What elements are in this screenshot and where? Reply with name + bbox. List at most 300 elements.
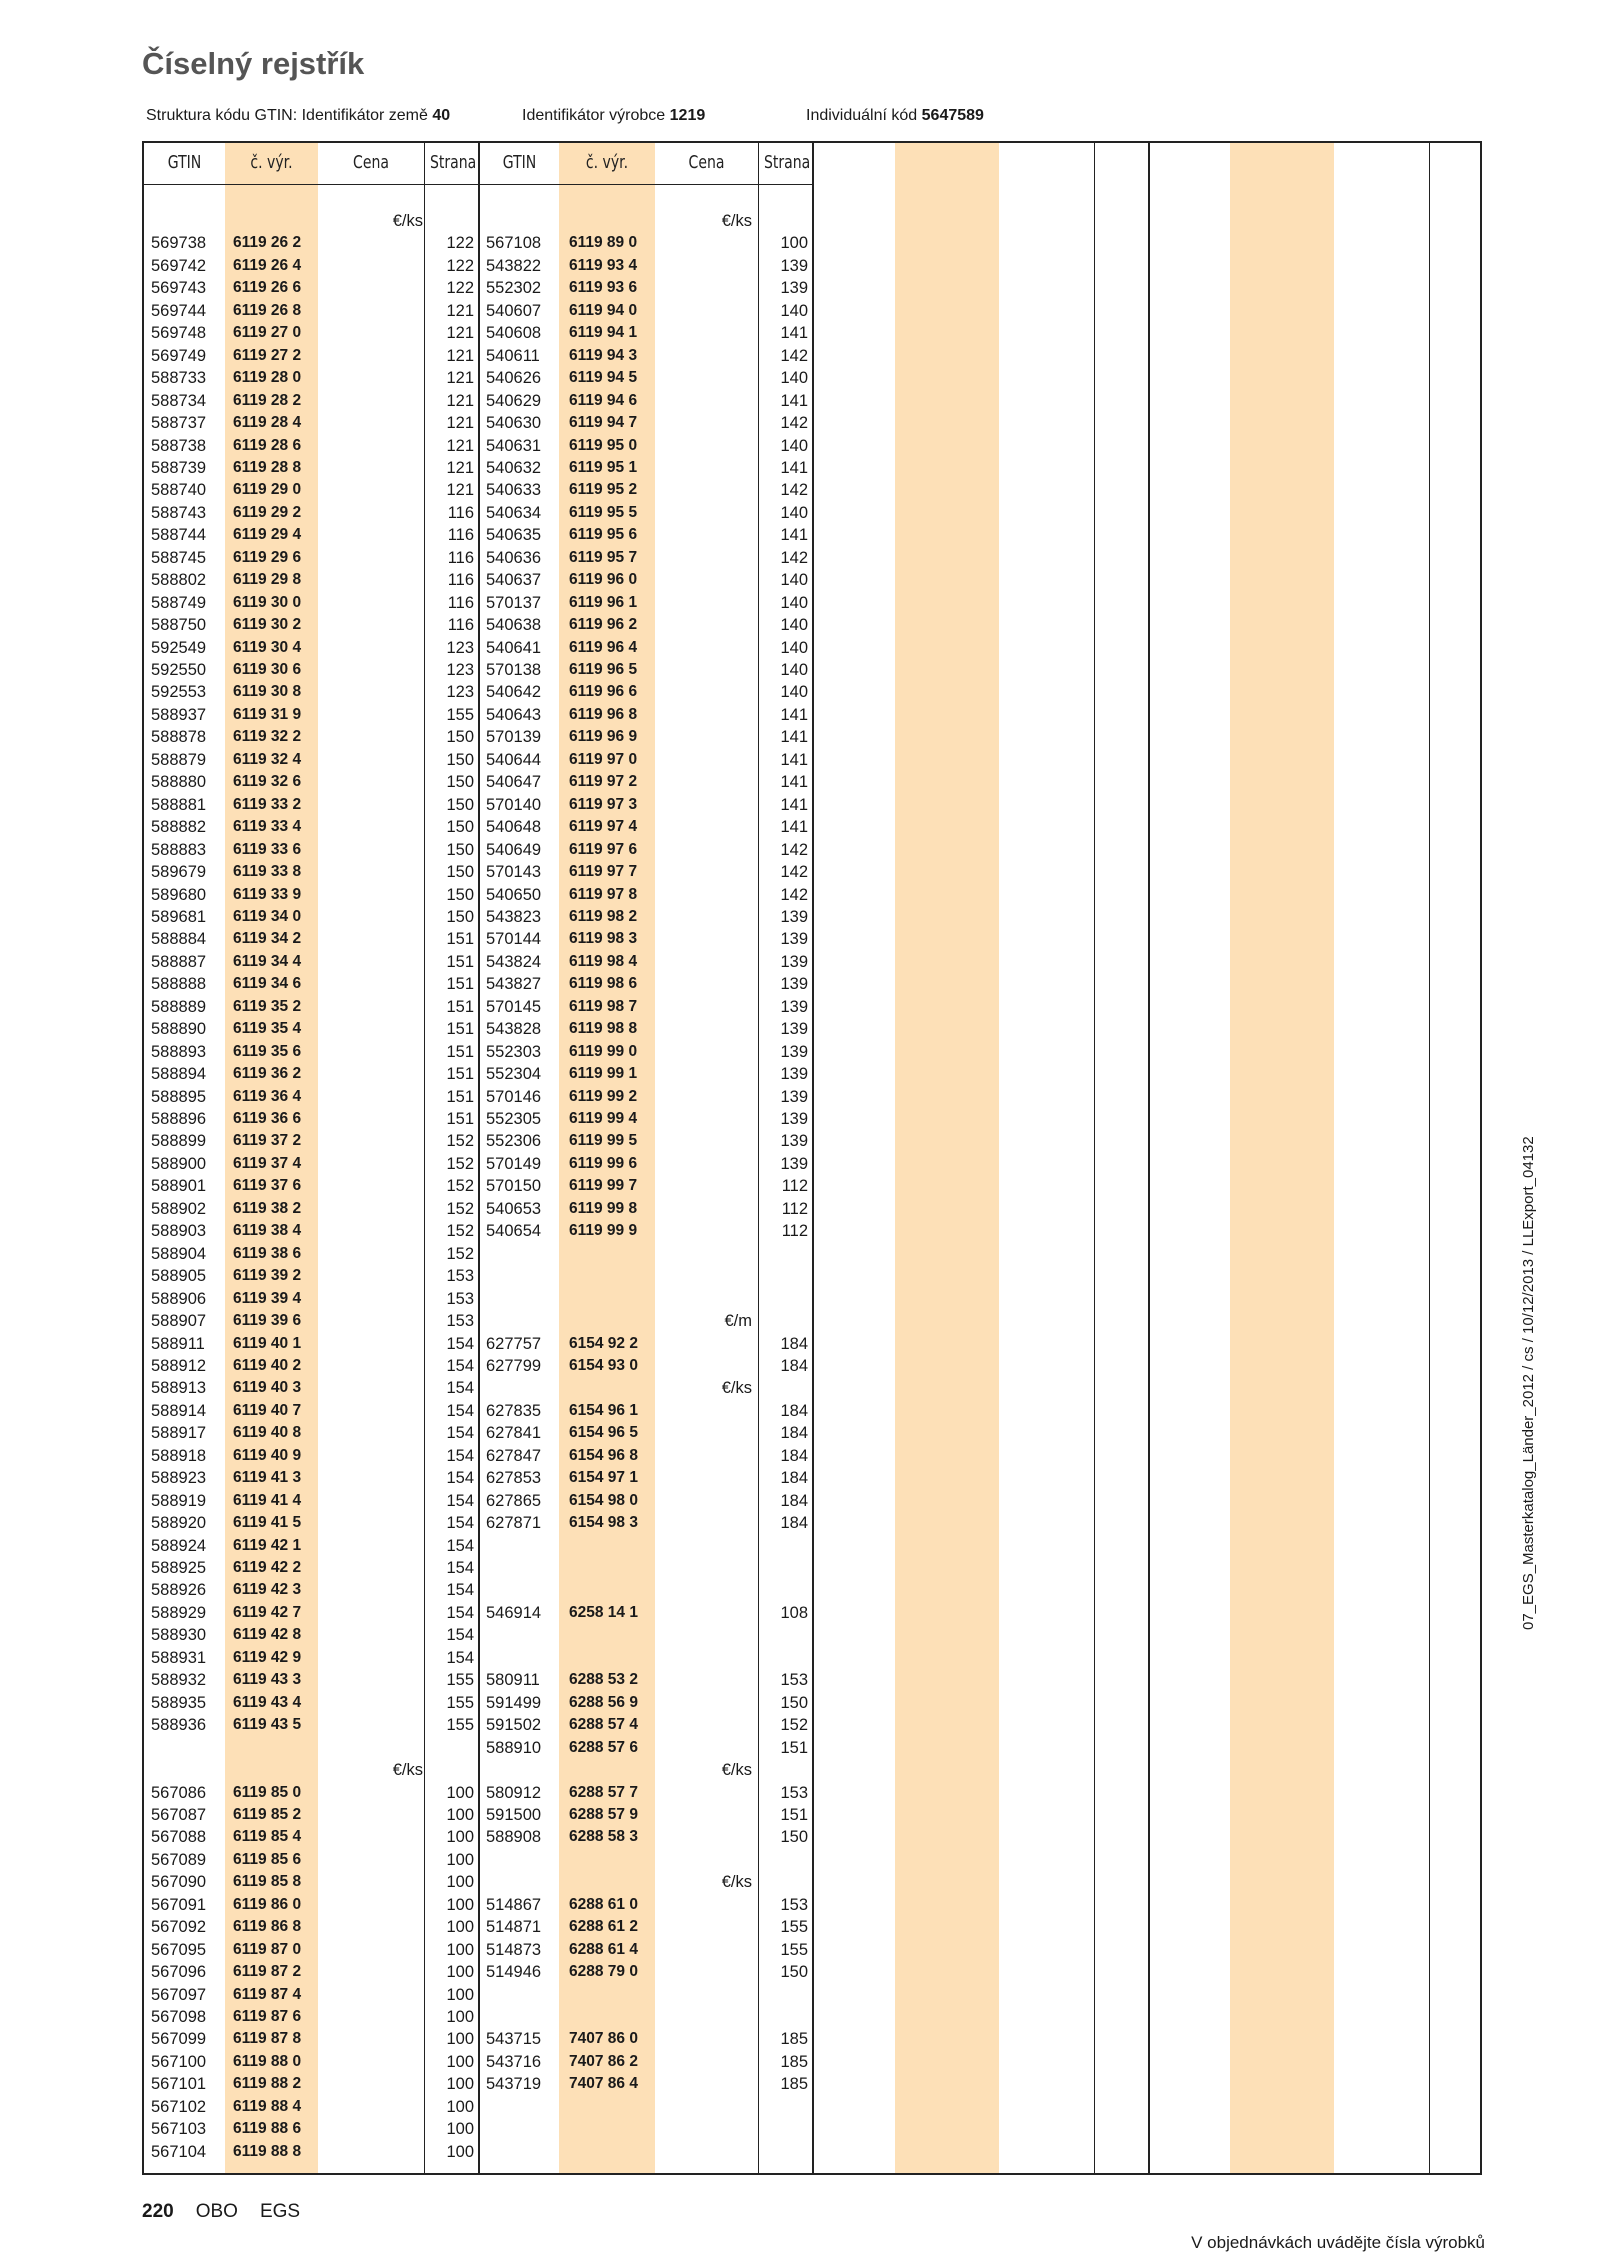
- product-number-cell: 6119 38 6: [233, 1244, 302, 1262]
- gtin-cell: 588935: [151, 1693, 207, 1712]
- page-ref-cell: 141: [780, 458, 808, 477]
- page-ref-cell: 155: [446, 1671, 474, 1690]
- page-ref-cell: 141: [780, 705, 808, 724]
- page-ref-cell: 100: [446, 2008, 474, 2026]
- page-ref-cell: 154: [446, 1469, 474, 1488]
- product-number-cell: 6288 61 2: [569, 1918, 638, 1936]
- product-number-cell: 6119 39 6: [233, 1312, 302, 1330]
- product-number-cell: 6119 34 2: [233, 930, 302, 948]
- price-unit: €/ks: [392, 212, 423, 230]
- product-number-cell: 6119 42 8: [233, 1626, 302, 1644]
- page-ref-cell: 139: [780, 1065, 808, 1084]
- product-number-cell: 6119 96 4: [569, 638, 638, 656]
- gtin-cell: 570144: [486, 930, 542, 949]
- page-ref-cell: 153: [780, 1783, 808, 1802]
- gtin-cell: 588923: [151, 1469, 207, 1488]
- product-number-cell: 6119 28 4: [233, 414, 302, 432]
- page-ref-cell: 153: [780, 1895, 808, 1914]
- page-title: Číselný rejstřík: [142, 46, 365, 81]
- gtin-cell: 540634: [486, 503, 542, 522]
- page-ref-cell: 154: [446, 1401, 474, 1420]
- page-ref-cell: 139: [780, 1087, 808, 1106]
- product-number-cell: 6119 29 8: [233, 571, 302, 589]
- product-number-cell: 6119 86 0: [233, 1895, 302, 1913]
- product-number-cell: 6119 93 4: [569, 256, 638, 274]
- page-ref-cell: 122: [446, 256, 474, 275]
- product-number-cell: 6119 33 9: [233, 885, 302, 903]
- page-ref-cell: 139: [780, 997, 808, 1016]
- page-ref-cell: 112: [781, 1199, 808, 1218]
- product-number-cell: 6119 41 5: [233, 1514, 302, 1532]
- page-ref-cell: 142: [780, 863, 808, 882]
- gtin-cell: 588745: [151, 548, 207, 567]
- gtin-cell: 514871: [486, 1918, 542, 1937]
- gtin-cell: 588937: [151, 705, 207, 724]
- page-ref-cell: 100: [446, 1873, 474, 1892]
- page-ref-cell: 139: [780, 1020, 808, 1039]
- gtin-cell: 588936: [151, 1716, 207, 1735]
- gtin-cell: 552304: [486, 1065, 542, 1084]
- product-number-cell: 6154 98 3: [569, 1514, 638, 1532]
- product-number-cell: 6119 33 2: [233, 795, 302, 813]
- footer-note: V objednávkách uvádějte čísla výrobků: [1191, 2233, 1485, 2252]
- gtin-cell: 543715: [486, 2030, 542, 2049]
- individual-label: Individuální kód: [806, 107, 918, 124]
- page-ref-cell: 150: [780, 1963, 808, 1982]
- page-ref-cell: 141: [780, 391, 808, 410]
- product-number-cell: 6119 26 6: [233, 279, 302, 297]
- product-number-cell: 6119 42 3: [233, 1581, 302, 1599]
- product-number-cell: 6119 30 0: [233, 593, 302, 611]
- product-number-cell: 6119 95 2: [569, 481, 638, 499]
- page-ref-cell: 155: [780, 1918, 808, 1937]
- gtin-cell: 567102: [151, 2097, 207, 2116]
- product-number-cell: 6119 29 4: [233, 526, 302, 544]
- gtin-cell: 570149: [486, 1154, 542, 1173]
- gtin-cell: 543824: [486, 952, 542, 971]
- manufacturer-label: Identifikátor výrobce: [522, 107, 666, 124]
- page-ref-cell: 151: [446, 997, 474, 1016]
- gtin-cell: 540654: [486, 1222, 542, 1241]
- product-number-cell: 6288 61 0: [569, 1895, 638, 1913]
- gtin-cell: 588744: [151, 526, 207, 545]
- product-number-cell: 6288 53 2: [569, 1671, 638, 1689]
- page-ref-cell: 153: [780, 1671, 808, 1690]
- page-ref-cell: 100: [780, 234, 808, 253]
- product-number-cell: 6119 88 6: [233, 2120, 302, 2138]
- page-ref-cell: 184: [780, 1446, 808, 1465]
- product-number-cell: 6119 36 2: [233, 1065, 302, 1083]
- product-number-cell: 6119 43 5: [233, 1716, 302, 1734]
- product-number-cell: 6119 33 6: [233, 840, 302, 858]
- product-number-cell: 6119 39 4: [233, 1289, 302, 1307]
- gtin-cell: 588901: [151, 1177, 207, 1196]
- price-unit: €/ks: [721, 212, 752, 230]
- page-ref-cell: 141: [780, 773, 808, 792]
- product-number-cell: 6119 98 4: [569, 952, 638, 970]
- price-unit: €/m: [724, 1312, 752, 1331]
- product-number-cell: 6119 96 0: [569, 571, 638, 589]
- product-number-cell: 6119 87 4: [233, 1985, 302, 2003]
- page-ref-cell: 151: [780, 1805, 808, 1824]
- gtin-cell: 540642: [486, 683, 542, 702]
- product-number-cell: 6119 42 7: [233, 1603, 302, 1621]
- page-ref-cell: 185: [780, 2030, 808, 2049]
- page-ref-cell: 184: [780, 1401, 808, 1420]
- page-ref-cell: 185: [780, 2052, 808, 2071]
- gtin-cell: 567103: [151, 2120, 207, 2139]
- product-number-cell: 6119 94 7: [569, 414, 638, 432]
- product-number-cell: 6119 87 8: [233, 2030, 302, 2048]
- product-number-cell: 6119 98 6: [569, 975, 638, 993]
- page-ref-cell: 123: [446, 661, 474, 679]
- product-number-cell: 6119 43 3: [233, 1671, 302, 1689]
- page-footer: [142, 2201, 300, 2223]
- gtin-cell: 588888: [151, 975, 207, 994]
- brand-name: OBO: [195, 2201, 238, 2222]
- product-number-cell: 6119 96 5: [569, 661, 638, 678]
- product-number-cell: 6119 33 8: [233, 863, 302, 881]
- page-ref-cell: 121: [446, 346, 474, 365]
- page-ref-cell: 151: [446, 975, 474, 994]
- gtin-cell: 588920: [151, 1514, 207, 1533]
- page-ref-cell: 151: [446, 1020, 474, 1039]
- product-number-cell: 6119 85 8: [233, 1873, 302, 1891]
- header-strana-1: Strana: [429, 152, 477, 173]
- gtin-cell: 567096: [151, 1963, 207, 1982]
- page-ref-cell: 154: [446, 1603, 474, 1622]
- gtin-cell: 567088: [151, 1828, 207, 1847]
- gtin-cell: 569744: [151, 301, 207, 320]
- divider: [1094, 141, 1095, 2175]
- page-ref-cell: 100: [446, 2030, 474, 2049]
- gtin-cell: 592553: [151, 683, 207, 702]
- gtin-cell: 591502: [486, 1716, 542, 1735]
- gtin-cell: 567095: [151, 1940, 207, 1959]
- gtin-cell: 588907: [151, 1312, 207, 1331]
- price-unit: €/ks: [721, 1873, 752, 1892]
- header-gtin-2: GTIN: [502, 152, 537, 173]
- page-ref-cell: 150: [780, 1828, 808, 1847]
- page-ref-cell: 154: [446, 1334, 474, 1353]
- page-ref-cell: 152: [446, 1222, 474, 1241]
- gtin-cell: 588894: [151, 1065, 207, 1084]
- product-number-cell: 6288 57 7: [569, 1783, 638, 1801]
- gtin-cell: 540607: [486, 301, 542, 320]
- gtin-cell: 570145: [486, 997, 542, 1016]
- gtin-cell: 580911: [486, 1671, 540, 1690]
- product-number-cell: 6119 41 4: [233, 1491, 302, 1509]
- product-number-cell: 6119 41 3: [233, 1469, 302, 1487]
- gtin-cell: 540631: [486, 436, 542, 455]
- gtin-cell: 588913: [151, 1379, 207, 1398]
- product-number-cell: 6258 14 1: [569, 1603, 638, 1621]
- header-cislo-1: č. výr.: [250, 152, 293, 173]
- page-ref-cell: 139: [780, 975, 808, 994]
- product-number-cell: 6119 89 0: [569, 234, 638, 252]
- product-number-cell: 6119 27 0: [233, 324, 302, 342]
- gtin-cell: 540629: [486, 391, 542, 410]
- page-ref-cell: 122: [446, 279, 474, 298]
- price-unit: €/ks: [721, 1379, 752, 1398]
- country-value: 40: [432, 107, 451, 124]
- page-ref-cell: 153: [446, 1289, 474, 1308]
- page-ref-cell: 140: [780, 638, 808, 657]
- gtin-cell: 588912: [151, 1356, 207, 1375]
- gtin-cell: 588903: [151, 1222, 207, 1241]
- product-number-cell: 6119 31 9: [233, 705, 302, 723]
- product-number-cell: 6119 97 6: [569, 840, 638, 858]
- gtin-cell: 588890: [151, 1020, 207, 1039]
- gtin-cell: 543716: [486, 2052, 542, 2071]
- product-number-cell: 6119 96 6: [569, 683, 638, 701]
- gtin-cell: 540653: [486, 1199, 542, 1218]
- page-ref-cell: 151: [446, 930, 474, 949]
- product-number-cell: 6154 96 8: [569, 1446, 638, 1464]
- gtin-cell: 588889: [151, 997, 207, 1016]
- gtin-cell: 543822: [486, 256, 542, 275]
- gtin-cell: 588738: [151, 436, 207, 455]
- page-ref-cell: 139: [780, 1154, 808, 1173]
- page-ref-cell: 184: [780, 1514, 808, 1533]
- gtin-cell: 567101: [151, 2075, 207, 2094]
- gtin-cell: 589680: [151, 885, 207, 904]
- product-number-cell: 6119 96 8: [569, 705, 638, 723]
- product-number-cell: 6119 99 7: [569, 1177, 638, 1195]
- product-number-cell: 6119 94 3: [569, 346, 638, 364]
- product-number-cell: 6119 30 2: [233, 616, 302, 634]
- gtin-cell: 588931: [151, 1648, 207, 1667]
- gtin-cell: 588882: [151, 818, 207, 837]
- gtin-cell: 588930: [151, 1626, 207, 1645]
- page-ref-cell: 100: [446, 1783, 474, 1802]
- page-ref-cell: 100: [446, 1895, 474, 1914]
- gtin-cell: 540632: [486, 458, 542, 477]
- product-number-cell: 6119 37 2: [233, 1132, 302, 1150]
- gtin-structure-individual: [806, 107, 984, 125]
- gtin-cell: 567092: [151, 1918, 207, 1937]
- gtin-cell: 588737: [151, 414, 207, 433]
- product-number-cell: 6119 30 4: [233, 638, 302, 656]
- gtin-cell: 540630: [486, 414, 542, 433]
- page-ref-cell: 123: [446, 683, 474, 702]
- page-ref-cell: 150: [446, 818, 474, 837]
- gtin-cell: 570139: [486, 728, 542, 747]
- gtin-cell: 567099: [151, 2030, 207, 2049]
- gtin-cell: 540626: [486, 369, 542, 388]
- product-number-cell: 6119 99 8: [569, 1199, 638, 1217]
- page-ref-cell: 142: [780, 885, 808, 904]
- page-ref-cell: 155: [446, 705, 474, 724]
- product-number-cell: 6119 99 1: [569, 1065, 638, 1083]
- gtin-cell: 567098: [151, 2008, 207, 2026]
- product-number-cell: 6119 87 6: [233, 2008, 302, 2025]
- page-ref-cell: 151: [446, 1042, 474, 1061]
- page-ref-cell: 140: [780, 503, 808, 522]
- page-ref-cell: 100: [446, 2120, 474, 2139]
- gtin-cell: 627835: [486, 1401, 542, 1420]
- gtin-cell: 540644: [486, 750, 542, 769]
- gtin-cell: 552306: [486, 1132, 542, 1151]
- product-number-cell: 6119 97 8: [569, 885, 638, 903]
- page-ref-cell: 150: [446, 863, 474, 882]
- page-number: 220: [142, 2201, 174, 2222]
- side-export-label: 07_EGS_Masterkatalog_Länder_2012 / cs / 10/12/2013 / LLExport_04132: [1520, 1136, 1537, 1630]
- product-number-cell: 6119 94 6: [569, 391, 638, 409]
- page-ref-cell: 121: [446, 414, 474, 433]
- product-number-cell: 6119 94 5: [569, 369, 638, 387]
- product-number-cell: 6119 40 2: [233, 1356, 302, 1374]
- header-cena-1: Cena: [353, 152, 389, 173]
- product-number-cell: 6288 57 6: [569, 1738, 638, 1756]
- product-number-cell: 6119 40 7: [233, 1401, 302, 1419]
- gtin-cell: 591500: [486, 1805, 542, 1824]
- page-ref-cell: 142: [780, 346, 808, 365]
- gtin-cell: 588908: [486, 1828, 542, 1847]
- page-ref-cell: 150: [446, 840, 474, 859]
- gtin-cell: 540611: [486, 346, 540, 365]
- gtin-cell: 588884: [151, 930, 207, 949]
- gtin-cell: 552305: [486, 1110, 542, 1128]
- gtin-cell: 588919: [151, 1491, 207, 1510]
- page-ref-cell: 152: [446, 1244, 474, 1263]
- product-number-cell: 6119 86 8: [233, 1918, 302, 1936]
- page-ref-cell: 100: [446, 1940, 474, 1959]
- page-ref-cell: 141: [780, 526, 808, 545]
- product-number-cell: 6119 98 7: [569, 997, 638, 1015]
- gtin-cell: 543823: [486, 907, 542, 926]
- product-number-cell: 6119 35 2: [233, 997, 302, 1015]
- gtin-cell: 627757: [486, 1334, 542, 1353]
- gtin-cell: 540650: [486, 885, 542, 904]
- gtin-cell: 592549: [151, 638, 207, 657]
- gtin-cell: 592550: [151, 661, 207, 679]
- page-ref-cell: 153: [446, 1267, 474, 1286]
- product-number-cell: 6288 58 3: [569, 1828, 638, 1846]
- page-ref-cell: 155: [780, 1940, 808, 1959]
- gtin-cell: 540648: [486, 818, 542, 837]
- gtin-cell: 589681: [151, 907, 207, 926]
- price-unit: €/ks: [721, 1761, 752, 1780]
- product-number-cell: 6119 35 4: [233, 1020, 302, 1038]
- series-name: EGS: [259, 2201, 301, 2222]
- page-ref-cell: 108: [780, 1603, 808, 1622]
- header-strana-2: Strana: [763, 152, 811, 173]
- product-number-cell: 6119 40 1: [233, 1334, 302, 1352]
- divider: [424, 141, 425, 2175]
- gtin-cell: 514946: [486, 1963, 542, 1982]
- product-number-cell: 6119 97 3: [569, 795, 638, 813]
- page-ref-cell: 154: [446, 1514, 474, 1533]
- product-number-cell: 6288 57 4: [569, 1716, 638, 1734]
- product-number-cell: 6119 33 4: [233, 818, 302, 836]
- gtin-cell: 588895: [151, 1087, 207, 1106]
- product-number-cell: 6119 95 7: [569, 548, 638, 566]
- gtin-cell: 567100: [151, 2052, 207, 2071]
- divider: [478, 141, 480, 2175]
- gtin-cell: 627841: [486, 1424, 542, 1443]
- product-number-cell: 6119 94 0: [569, 301, 638, 319]
- country-label: Struktura kódu GTIN: Identifikátor země: [146, 107, 428, 124]
- gtin-structure-manufacturer: [522, 107, 705, 125]
- product-number-cell: 6119 38 4: [233, 1222, 302, 1240]
- gtin-cell: 540636: [486, 548, 542, 567]
- gtin-cell: 588905: [151, 1267, 207, 1286]
- page-ref-cell: 141: [780, 750, 808, 769]
- page-ref-cell: 155: [446, 1693, 474, 1712]
- page-ref-cell: 150: [446, 728, 474, 747]
- manufacturer-value: 1219: [669, 107, 706, 124]
- page-ref-cell: 116: [447, 593, 474, 612]
- gtin-cell: 567108: [486, 234, 542, 253]
- page-ref-cell: 150: [446, 907, 474, 926]
- gtin-cell: 588896: [151, 1110, 207, 1128]
- page-ref-cell: 100: [446, 1850, 474, 1869]
- gtin-cell: 588918: [151, 1446, 207, 1465]
- gtin-cell: 569749: [151, 346, 207, 365]
- gtin-cell: 569742: [151, 256, 207, 275]
- gtin-cell: 580912: [486, 1783, 542, 1802]
- product-number-cell: 6288 61 4: [569, 1940, 638, 1958]
- page-ref-cell: 121: [446, 369, 474, 388]
- product-number-cell: 7407 86 2: [569, 2052, 638, 2070]
- divider: [1429, 141, 1430, 2175]
- product-number-cell: 6119 99 9: [569, 1222, 638, 1240]
- product-number-cell: 6119 98 3: [569, 930, 638, 948]
- page-ref-cell: 139: [780, 1042, 808, 1061]
- page-ref-cell: 116: [447, 571, 474, 590]
- page-ref-cell: 100: [446, 2097, 474, 2116]
- product-number-cell: 6119 40 3: [233, 1379, 302, 1397]
- gtin-cell: 540608: [486, 324, 542, 343]
- product-number-cell: 6119 97 7: [569, 863, 638, 881]
- individual-value: 5647589: [921, 107, 984, 124]
- gtin-cell: 569738: [151, 234, 207, 253]
- page-ref-cell: 139: [780, 930, 808, 949]
- page-ref-cell: 141: [780, 795, 808, 814]
- page-ref-cell: 142: [780, 414, 808, 433]
- product-number-cell: 6119 40 9: [233, 1446, 302, 1464]
- gtin-cell: 588914: [151, 1401, 207, 1420]
- gtin-cell: 543719: [486, 2075, 542, 2094]
- page-ref-cell: 100: [446, 2052, 474, 2071]
- page-ref-cell: 154: [446, 1581, 474, 1600]
- gtin-cell: 588910: [486, 1738, 542, 1757]
- product-number-cell: 6119 28 8: [233, 458, 302, 476]
- page-ref-cell: 121: [446, 458, 474, 477]
- gtin-cell: 588878: [151, 728, 207, 747]
- gtin-cell: 588733: [151, 369, 207, 388]
- page-ref-cell: 139: [780, 1110, 808, 1128]
- gtin-cell: 540643: [486, 705, 542, 724]
- product-number-cell: 6119 98 8: [569, 1020, 638, 1038]
- product-number-cell: 6119 43 4: [233, 1693, 302, 1711]
- gtin-cell: 588879: [151, 750, 207, 769]
- gtin-structure-country: [146, 107, 450, 125]
- product-number-cell: 6119 95 6: [569, 526, 638, 544]
- gtin-cell: 588925: [151, 1559, 207, 1577]
- product-number-cell: 6119 88 4: [233, 2097, 302, 2115]
- product-number-cell: 6154 92 2: [569, 1334, 638, 1352]
- page-ref-cell: 151: [446, 1110, 474, 1128]
- product-number-cell: 6119 99 6: [569, 1154, 638, 1172]
- product-number-cell: 6119 99 5: [569, 1132, 638, 1150]
- page-ref-cell: 121: [446, 481, 474, 500]
- page-ref-cell: 116: [447, 503, 474, 522]
- page-ref-cell: 141: [780, 324, 808, 343]
- gtin-cell: 588911: [151, 1334, 205, 1353]
- page-ref-cell: 184: [780, 1491, 808, 1510]
